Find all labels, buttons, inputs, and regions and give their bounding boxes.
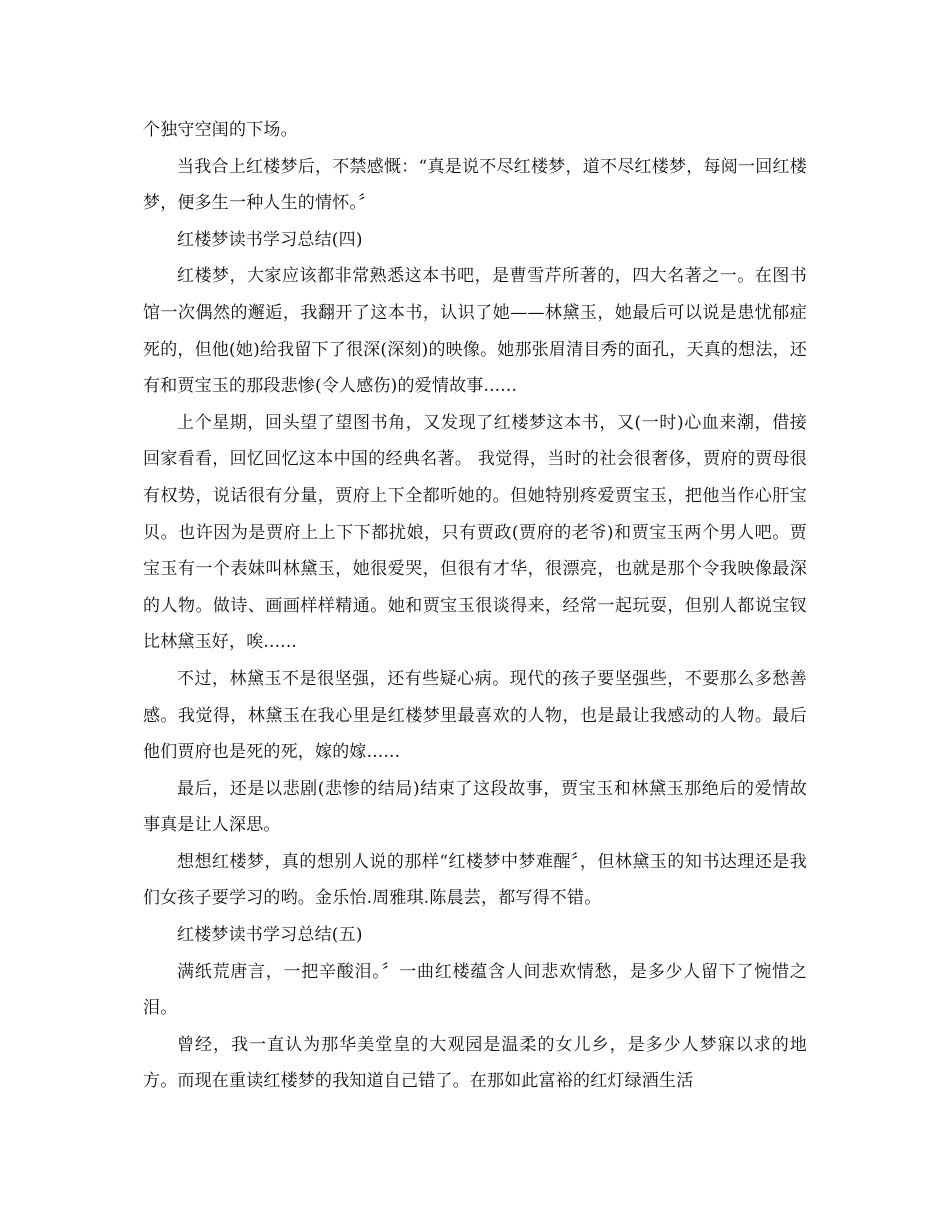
section-heading: 红楼梦读书学习总结(五) — [177, 925, 363, 946]
section-heading: 红楼梦读书学习总结(四) — [177, 229, 363, 250]
paragraph: 上个星期，回头望了望图书角，又发现了红楼梦这本书，又(一时)心血来潮，借接回家看看，回忆回忆这本中国的经典名著。 我觉得，当时的社会很奢侈，贾府的贾母很有权势，说话很有分量，贾府上下全都听她的。但她特别疼爱贾宝玉，把他当作心肝宝贝。也许因为是贾府上上下下都扰娘，只有贾政(贾府的老爷)和贾宝玉两个男人吧。贾宝玉有一个表妹叫林黛玉，她很爱哭，但很有才华，很漂亮，也就是那个令我映像最深的人物。做诗、画画样样精通。她和贾宝玉很谈得来，经常一起玩耍，但别人都说宝钗比林黛玉好，唉...... — [143, 412, 807, 653]
paragraph: 不过，林黛玉不是很坚强，还有些疑心病。现代的孩子要坚强些，不要那么多愁善感。我觉得，林黛玉在我心里是红楼梦里最喜欢的人物，也是最让我感动的人物。最后他们贾府也是死的死，嫁的嫁...... — [143, 668, 807, 763]
paragraph: 曾经，我一直认为那华美堂皇的大观园是温柔的女儿乡，是多少人梦寐以求的地方。而现在重读红楼梦的我知道自己错了。在那如此富裕的红灯绿酒生活 — [143, 1034, 807, 1092]
paragraph: 当我合上红楼梦后，不禁感慨：“真是说不尽红楼梦，道不尽红楼梦，每阅一回红楼梦，便多生一种人生的情怀。〞 — [143, 156, 807, 214]
document-body — [143, 112, 807, 1100]
paragraph: 个独守空闺的下场。 — [143, 120, 298, 140]
paragraph: 红楼梦，大家应该都非常熟悉这本书吧，是曹雪芹所著的，四大名著之一。在图书馆一次偶然的邂逅，我翻开了这本书，认识了她——林黛玉，她最后可以说是患忧郁症死的，但他(她)给我留下了很深(深刻)的映像。她那张眉清目秀的面孔，天真的想法，还有和贾宝玉的那段悲惨(令人感伤)的爱情故事...... — [143, 266, 807, 397]
paragraph: 最后，还是以悲剧(悲惨的结局)结束了这段故事，贾宝玉和林黛玉那绝后的爱情故事真是让人深思。 — [143, 778, 807, 836]
paragraph: 满纸荒唐言，一把辛酸泪。〞一曲红楼蕴含人间悲欢情愁，是多少人留下了惋惜之泪。 — [143, 961, 807, 1019]
paragraph: 想想红楼梦，真的想别人说的那样“红楼梦中梦难醒〞，但林黛玉的知书达理还是我们女孩子要学习的哟。金乐怡.周雅琪.陈晨芸，都写得不错。 — [143, 851, 807, 909]
